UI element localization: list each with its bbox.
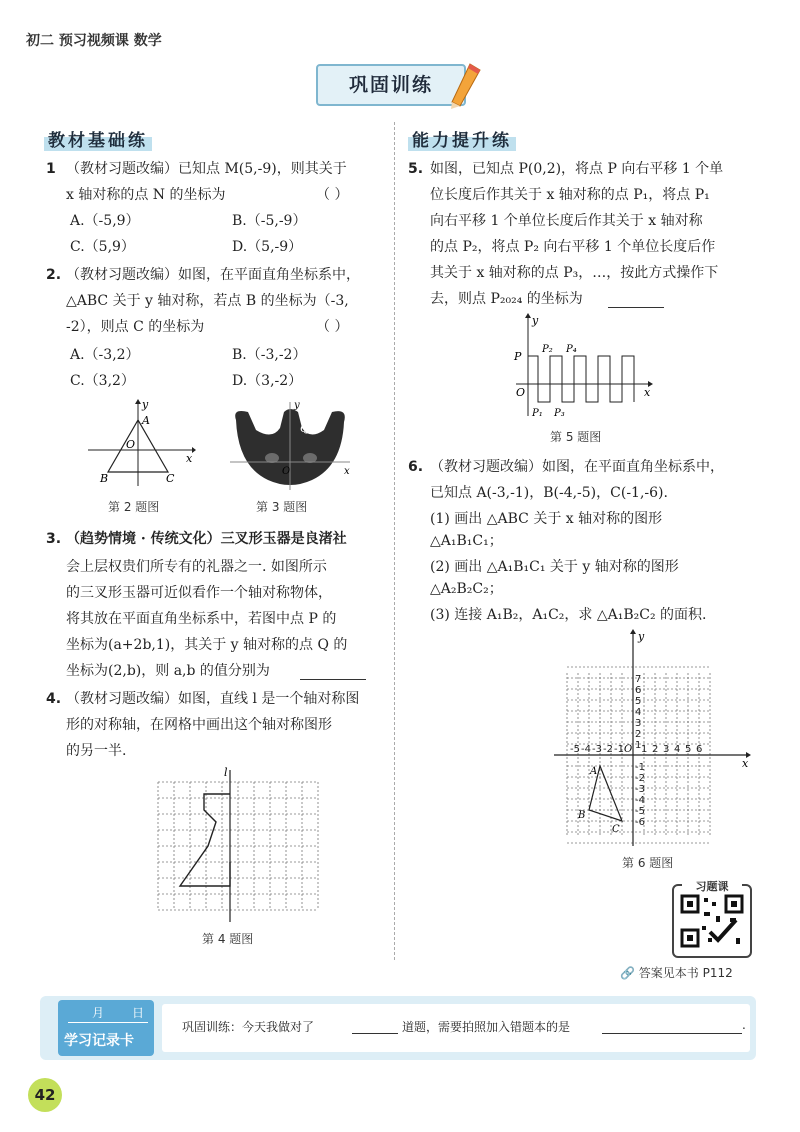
fig6-y-tick-label: 1 <box>635 740 642 751</box>
qr-pattern-icon <box>674 886 750 956</box>
record-correct-count-blank[interactable] <box>352 1018 398 1034</box>
record-text-1: 巩固训练：今天我做对了 <box>182 1020 315 1034</box>
fig6-label-a: A <box>590 766 598 777</box>
fig2-y-arrow <box>135 399 141 404</box>
q5-line3: 向右平移 1 个单位长度后作其关于 x 轴对称 <box>430 213 703 229</box>
fig6-y-tick-label: -3 <box>635 784 645 795</box>
q6-number: 6. <box>408 459 424 475</box>
answer-reference-text: 答案见本书 P112 <box>638 966 733 980</box>
fig6-y-tick-label: -6 <box>635 817 645 828</box>
q2-option-a: A.（-3,2） <box>70 347 140 363</box>
q3-line4: 将其放在平面直角坐标系中，若图中点 P 的 <box>66 611 337 627</box>
fig6-x-tick-label: 4 <box>674 744 681 755</box>
fig5-label-p3: P₃ <box>554 408 565 419</box>
q5-line5: 其关于 x 轴对称的点 P₃，…，按此方式操作下 <box>430 265 719 281</box>
fig6-x-tick-label: 1 <box>641 744 648 755</box>
fig2-x-arrow <box>192 447 196 453</box>
fig2-label-o: O <box>126 438 136 451</box>
fig3-label-y: y <box>294 400 300 411</box>
record-text-2: 道题，需要拍照加入错题本的是 <box>402 1020 571 1034</box>
figure-3 <box>226 400 356 492</box>
fig4-label-l: l <box>224 766 228 779</box>
q6-line3: (1) 画出 △ABC 关于 x 轴对称的图形 <box>430 511 663 527</box>
fig6-y-tick-label: -5 <box>635 806 645 817</box>
fig5-label-p4: P₄ <box>566 344 577 355</box>
fig5-label-o: O <box>516 386 526 399</box>
q3-line2: 会上层权贵们所专有的礼器之一. 如图所示 <box>66 559 327 575</box>
fig6-y-tick-label: -1 <box>635 762 645 773</box>
q1-line2: x 轴对称的点 N 的坐标为 <box>66 187 226 203</box>
q2-number: 2. <box>46 267 62 283</box>
q6-line1: （教材习题改编）如图，在平面直角坐标系中， <box>430 459 724 475</box>
q3-line1: （趋势情境 · 传统文化）三叉形玉器是良渚社 <box>66 531 347 547</box>
fig6-x-tick-label: 6 <box>696 744 703 755</box>
q3-number: 3. <box>46 531 62 547</box>
q4-line3: 的另一半. <box>66 743 127 759</box>
page-title: 巩固训练 <box>316 64 466 106</box>
fig3-label-o: O <box>282 466 291 477</box>
fig5-caption: 第 5 题图 <box>550 430 602 444</box>
fig5-y-arrow <box>525 313 531 318</box>
fig3-label-q: Q <box>300 422 310 435</box>
q3-answer-blank[interactable] <box>300 660 366 680</box>
fig6-y-tick-label: 3 <box>635 718 642 729</box>
figure-2 <box>86 398 196 488</box>
qr-label: 习题课 <box>682 878 742 894</box>
fig6-x-tick-label: -3 <box>592 744 602 755</box>
fig3-label-x: x <box>344 466 350 477</box>
q1-number: 1 <box>46 161 56 177</box>
q5-answer-blank[interactable] <box>608 288 664 308</box>
q6-line2: 已知点 A(-3,-1)，B(-4,-5)，C(-1,-6). <box>430 485 668 501</box>
q2-option-c: C.（3,2） <box>70 373 135 389</box>
fig5-label-p1: P₁ <box>532 408 543 419</box>
fig6-y-tick-label: 7 <box>635 674 642 685</box>
link-icon: 🔗 <box>620 966 635 980</box>
q1-option-d: D.（5,-9） <box>232 239 303 255</box>
fig6-label-x: x <box>742 757 749 770</box>
q5-line6: 去，则点 P₂₀₂₄ 的坐标为 <box>430 291 583 307</box>
fig2-label-x: x <box>186 452 193 465</box>
q6-line6: △A₂B₂C₂； <box>430 581 503 597</box>
q3-line5: 坐标为(a+2b,1)，其关于 y 轴对称的点 Q 的 <box>66 637 348 653</box>
q2-answer-paren: （ ） <box>316 319 349 335</box>
q6-line4: △A₁B₁C₁； <box>430 533 503 549</box>
q1-option-b: B.（-5,-9） <box>232 213 307 229</box>
fig5-label-x: x <box>644 386 651 399</box>
q6-line7: (3) 连接 A₁B₂，A₁C₂，求 △A₁B₂C₂ 的面积. <box>430 607 707 623</box>
record-text-3: . <box>742 1018 746 1032</box>
page-number: 42 <box>28 1078 62 1112</box>
fig6-y-tick-label: 2 <box>635 729 642 740</box>
q5-line2: 位长度后作其关于 x 轴对称的点 P₁，将点 P₁ <box>430 187 710 203</box>
fig6-label-y: y <box>638 630 645 643</box>
fig4-caption: 第 4 题图 <box>202 932 254 946</box>
fig4-half-shape <box>180 794 230 886</box>
fig6-caption: 第 6 题图 <box>622 856 674 870</box>
q1-line1: （教材习题改编）已知点 M(5,-9)，则其关于 <box>66 161 347 177</box>
pencil-icon <box>448 62 482 110</box>
fig6-label-o: O <box>624 744 633 755</box>
q1-answer-paren: （ ） <box>316 187 349 203</box>
fig2-label-y: y <box>142 398 149 411</box>
column-divider <box>394 122 395 960</box>
q4-line1: （教材习题改编）如图，直线 l 是一个轴对称图 <box>66 691 360 707</box>
figure-4 <box>150 764 320 924</box>
q2-option-b: B.（-3,-2） <box>232 347 307 363</box>
fig2-label-c: C <box>166 472 175 485</box>
q4-number: 4. <box>46 691 62 707</box>
record-mistakes-blank[interactable] <box>602 1018 742 1034</box>
fig2-label-a: A <box>142 414 150 427</box>
q5-number: 5. <box>408 161 424 177</box>
fig6-x-tick-label: 5 <box>685 744 692 755</box>
q3-line6: 坐标为(2,b)，则 a,b 的值分别为 <box>66 663 270 679</box>
fig6-x-tick-label: 3 <box>663 744 670 755</box>
header-text: 初二 预习视频课 数学 <box>26 33 162 49</box>
fig5-label-p: P <box>514 350 522 363</box>
q4-line2: 形的对称轴，在网格中画出这个轴对称图形 <box>66 717 332 733</box>
q2-option-d: D.（3,-2） <box>232 373 303 389</box>
qr-code[interactable] <box>672 884 752 958</box>
figure-6 <box>550 628 760 848</box>
section-advanced: 能力提升练 <box>408 126 516 151</box>
q5-line4: 的点 P₂，将点 P₂ 向右平移 1 个单位长度后作 <box>430 239 716 255</box>
figure-5 <box>508 312 658 422</box>
fig6-y-tick-label: 4 <box>635 707 642 718</box>
fig6-x-tick-label: -5 <box>570 744 580 755</box>
fig6-y-tick-label: 6 <box>635 685 642 696</box>
fig6-x-tick-label: -1 <box>614 744 624 755</box>
fig6-x-tick-label: 2 <box>652 744 659 755</box>
fig6-label-b: B <box>578 810 586 821</box>
q3-line3: 的三叉形玉器可近似看作一个轴对称物体， <box>66 585 332 601</box>
answer-reference <box>620 964 733 981</box>
q5-line1: 如图，已知点 P(0,2)，将点 P 向右平移 1 个单 <box>430 161 724 177</box>
fig6-label-c: C <box>612 824 620 835</box>
fig5-label-y: y <box>532 314 539 327</box>
fig6-y-tick-label: 5 <box>635 696 642 707</box>
fig5-zigzag-path <box>528 356 634 402</box>
record-input-area <box>162 1004 750 1052</box>
section-basic: 教材基础练 <box>44 126 152 151</box>
fig5-label-p2: P₂ <box>542 344 553 355</box>
fig4-grid <box>158 782 318 910</box>
record-month: 月 <box>92 1006 105 1020</box>
record-tag <box>58 1000 154 1056</box>
fig6-y-tick-label: -4 <box>635 795 645 806</box>
fig2-label-b: B <box>100 472 109 485</box>
fig6-y-arrow <box>630 629 636 634</box>
q6-line5: (2) 画出 △A₁B₁C₁ 关于 y 轴对称的图形 <box>430 559 679 575</box>
q1-option-a: A.（-5,9） <box>70 213 140 229</box>
fig6-x-tick-label: -2 <box>603 744 613 755</box>
fig3-caption: 第 3 题图 <box>256 500 308 514</box>
record-card-title: 学习记录卡 <box>64 1033 134 1049</box>
fig6-y-tick-label: -2 <box>635 773 645 784</box>
q2-line3: -2），则点 C 的坐标为 <box>66 319 205 335</box>
record-day: 日 <box>132 1006 145 1020</box>
q1-option-c: C.（5,9） <box>70 239 135 255</box>
q2-line1: （教材习题改编）如图，在平面直角坐标系中， <box>66 267 360 283</box>
fig3-label-p: P <box>262 422 270 435</box>
q2-line2: △ABC 关于 y 轴对称，若点 B 的坐标为（-3, <box>66 293 349 309</box>
fig2-caption: 第 2 题图 <box>108 500 160 514</box>
fig6-x-tick-label: -4 <box>581 744 591 755</box>
